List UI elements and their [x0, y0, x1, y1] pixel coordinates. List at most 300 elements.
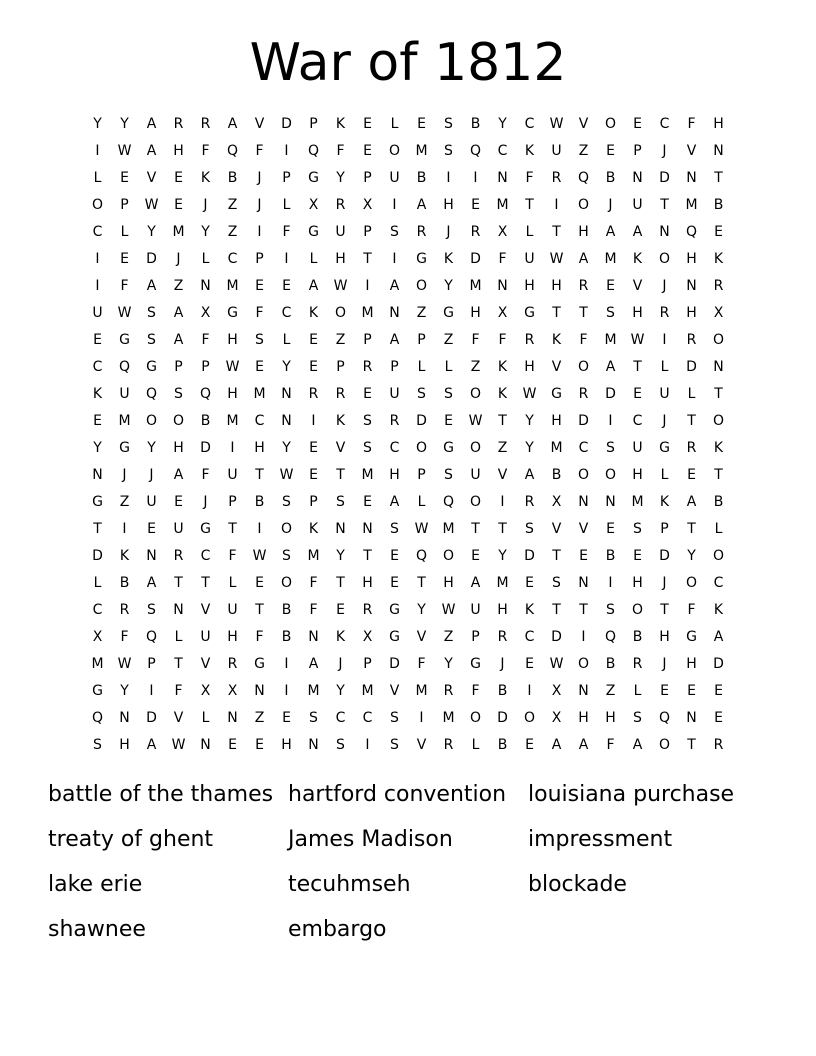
grid-letter: M	[442, 521, 455, 537]
grid-letter: G	[146, 359, 157, 375]
grid-letter: T	[363, 548, 372, 564]
grid-letter: G	[659, 440, 670, 456]
grid-letter: E	[255, 359, 264, 375]
grid-letter: T	[687, 521, 696, 537]
grid-letter: D	[470, 251, 481, 267]
grid-letter: J	[257, 197, 262, 213]
grid-letter: K	[524, 602, 535, 618]
grid-letter: S	[147, 602, 156, 618]
grid-letter: O	[91, 197, 104, 213]
grid-letter: N	[578, 683, 589, 699]
grid-letter: U	[227, 602, 238, 618]
grid-letter: A	[146, 278, 157, 294]
grid-letter: K	[497, 386, 508, 402]
grid-letter: K	[524, 143, 535, 159]
word-search-grid	[84, 111, 732, 759]
grid-letter: T	[714, 467, 723, 483]
grid-letter: A	[146, 737, 157, 753]
grid-letter: H	[632, 575, 643, 591]
grid-letter: X	[551, 710, 562, 726]
grid-letter: T	[633, 359, 642, 375]
grid-letter: Y	[687, 548, 696, 564]
grid-letter: V	[551, 359, 562, 375]
grid-letter: B	[254, 494, 265, 510]
grid-letter: Y	[498, 116, 507, 132]
grid-letter: P	[471, 629, 480, 645]
grid-letter: Y	[147, 224, 156, 240]
grid-letter: A	[524, 467, 535, 483]
grid-letter: N	[389, 305, 400, 321]
grid-letter: N	[254, 683, 265, 699]
grid-letter: F	[174, 683, 183, 699]
grid-letter: S	[390, 521, 399, 537]
grid-letter: O	[388, 143, 401, 159]
grid-letter: N	[578, 575, 589, 591]
grid-letter: V	[146, 170, 157, 186]
grid-letter: P	[390, 359, 399, 375]
grid-letter: T	[579, 602, 588, 618]
grid-letter: S	[606, 440, 615, 456]
grid-letter: S	[552, 575, 561, 591]
grid-letter: R	[200, 116, 211, 132]
grid-letter: L	[228, 575, 237, 591]
grid-letter: A	[389, 278, 400, 294]
grid-letter: I	[257, 224, 262, 240]
grid-letter: H	[632, 305, 643, 321]
grid-letter: F	[255, 629, 264, 645]
grid-letter: R	[686, 332, 697, 348]
grid-letter: E	[525, 737, 534, 753]
grid-letter: D	[524, 548, 535, 564]
grid-letter: A	[389, 494, 400, 510]
grid-letter: W	[225, 359, 240, 375]
grid-letter: O	[712, 548, 725, 564]
grid-letter: F	[687, 116, 696, 132]
grid-letter: W	[441, 602, 456, 618]
grid-letter: R	[632, 656, 643, 672]
grid-letter: U	[200, 629, 211, 645]
grid-letter: E	[444, 413, 453, 429]
grid-letter: G	[308, 170, 319, 186]
grid-letter: R	[443, 683, 454, 699]
grid-letter: M	[685, 197, 698, 213]
grid-letter: O	[658, 737, 671, 753]
grid-letter: H	[119, 737, 130, 753]
grid-letter: C	[389, 440, 400, 456]
grid-letter: X	[200, 305, 211, 321]
grid-letter: G	[92, 494, 103, 510]
grid-letter: C	[578, 440, 589, 456]
grid-letter: E	[687, 467, 696, 483]
grid-letter: Y	[336, 548, 345, 564]
grid-letter: T	[525, 197, 534, 213]
grid-letter: G	[119, 332, 130, 348]
grid-letter: S	[444, 116, 453, 132]
grid-letter: F	[309, 602, 318, 618]
grid-letter: O	[469, 494, 482, 510]
grid-letter: J	[257, 170, 262, 186]
grid-letter: E	[633, 116, 642, 132]
grid-letter: E	[120, 170, 129, 186]
grid-letter: X	[362, 629, 373, 645]
grid-letter: M	[253, 386, 266, 402]
grid-letter: I	[527, 683, 532, 699]
grid-letter: M	[361, 683, 374, 699]
grid-letter: O	[604, 116, 617, 132]
grid-letter: W	[522, 386, 537, 402]
grid-letter: Q	[145, 629, 158, 645]
grid-letter: H	[281, 737, 292, 753]
grid-letter: T	[93, 521, 102, 537]
grid-letter: S	[444, 143, 453, 159]
grid-letter: P	[309, 494, 318, 510]
grid-letter: W	[144, 197, 159, 213]
grid-letter: B	[281, 629, 292, 645]
grid-letter: U	[551, 143, 562, 159]
grid-letter: L	[417, 494, 426, 510]
grid-letter: J	[122, 467, 127, 483]
grid-letter: D	[416, 413, 427, 429]
grid-letter: U	[227, 467, 238, 483]
grid-letter: F	[579, 332, 588, 348]
grid-letter: F	[201, 332, 210, 348]
grid-letter: V	[335, 440, 346, 456]
grid-letter: Y	[282, 359, 291, 375]
grid-letter: L	[201, 251, 210, 267]
grid-letter: O	[631, 602, 644, 618]
grid-letter: S	[390, 737, 399, 753]
grid-letter: H	[632, 467, 643, 483]
grid-letter: O	[577, 656, 590, 672]
grid-letter: O	[577, 197, 590, 213]
grid-letter: R	[416, 224, 427, 240]
grid-letter: C	[200, 548, 211, 564]
grid-letter: I	[608, 413, 613, 429]
grid-letter: O	[523, 710, 536, 726]
word-list-item: louisiana purchase	[528, 782, 735, 807]
grid-letter: P	[363, 656, 372, 672]
grid-letter: R	[173, 116, 184, 132]
grid-letter: O	[442, 548, 455, 564]
grid-letter: S	[525, 521, 534, 537]
grid-letter: D	[578, 413, 589, 429]
grid-letter: P	[363, 224, 372, 240]
grid-letter: E	[309, 359, 318, 375]
grid-letter: R	[335, 197, 346, 213]
grid-letter: N	[227, 710, 238, 726]
grid-letter: F	[228, 548, 237, 564]
grid-letter: Z	[227, 197, 238, 213]
grid-letter: I	[608, 575, 613, 591]
grid-letter: X	[308, 197, 319, 213]
grid-letter: S	[147, 332, 156, 348]
grid-letter: C	[92, 359, 103, 375]
grid-letter: T	[336, 467, 345, 483]
grid-letter: G	[308, 224, 319, 240]
grid-letter: Z	[497, 440, 508, 456]
word-list-item: battle of the thames	[48, 782, 274, 807]
word-list-item: shawnee	[48, 917, 146, 942]
grid-letter: Y	[93, 440, 102, 456]
grid-letter: Y	[444, 656, 453, 672]
grid-letter: G	[200, 521, 211, 537]
grid-letter: M	[631, 494, 644, 510]
grid-letter: I	[95, 278, 100, 294]
grid-letter: W	[414, 521, 429, 537]
grid-letter: B	[281, 602, 292, 618]
grid-letter: E	[93, 332, 102, 348]
word-list-item: blockade	[528, 872, 627, 897]
grid-letter: E	[606, 278, 615, 294]
grid-letter: A	[470, 575, 481, 591]
grid-letter: G	[254, 656, 265, 672]
grid-letter: K	[632, 251, 643, 267]
grid-letter: B	[497, 737, 508, 753]
grid-letter: B	[416, 170, 427, 186]
grid-letter: V	[497, 467, 508, 483]
grid-letter: I	[392, 251, 397, 267]
grid-letter: Q	[199, 386, 212, 402]
grid-letter: K	[713, 602, 724, 618]
grid-letter: H	[605, 710, 616, 726]
grid-letter: J	[149, 467, 154, 483]
grid-letter: A	[605, 359, 616, 375]
grid-letter: R	[389, 413, 400, 429]
grid-letter: T	[579, 305, 588, 321]
grid-letter: N	[713, 359, 724, 375]
grid-letter: O	[172, 413, 185, 429]
grid-letter: B	[713, 494, 724, 510]
grid-letter: H	[443, 197, 454, 213]
grid-letter: J	[608, 197, 613, 213]
grid-letter: T	[687, 737, 696, 753]
grid-letter: T	[552, 602, 561, 618]
grid-letter: E	[363, 494, 372, 510]
grid-letter: X	[497, 224, 508, 240]
grid-letter: M	[496, 197, 509, 213]
grid-letter: O	[334, 305, 347, 321]
grid-letter: B	[605, 170, 616, 186]
grid-letter: A	[578, 251, 589, 267]
grid-letter: L	[93, 170, 102, 186]
grid-letter: Q	[307, 143, 320, 159]
grid-letter: C	[497, 143, 508, 159]
grid-letter: T	[174, 656, 183, 672]
grid-letter: U	[524, 251, 535, 267]
grid-letter: D	[389, 656, 400, 672]
grid-letter: S	[282, 548, 291, 564]
grid-letter: H	[686, 656, 697, 672]
grid-letter: R	[362, 359, 373, 375]
grid-letter: Z	[173, 278, 184, 294]
grid-letter: Y	[201, 224, 210, 240]
grid-letter: W	[117, 656, 132, 672]
grid-letter: X	[362, 197, 373, 213]
grid-letter: V	[173, 710, 184, 726]
grid-letter: C	[659, 116, 670, 132]
grid-letter: J	[662, 575, 667, 591]
grid-letter: B	[470, 116, 481, 132]
grid-letter: N	[578, 494, 589, 510]
grid-letter: G	[416, 251, 427, 267]
grid-letter: V	[416, 737, 427, 753]
grid-letter: Y	[147, 440, 156, 456]
grid-letter: E	[255, 575, 264, 591]
grid-letter: D	[713, 656, 724, 672]
grid-letter: T	[660, 197, 669, 213]
grid-letter: G	[119, 440, 130, 456]
grid-letter: D	[551, 629, 562, 645]
grid-letter: H	[551, 413, 562, 429]
grid-letter: J	[203, 494, 208, 510]
grid-letter: R	[443, 737, 454, 753]
grid-letter: U	[92, 305, 103, 321]
grid-letter: W	[468, 413, 483, 429]
grid-letter: D	[281, 116, 292, 132]
grid-letter: U	[389, 170, 400, 186]
grid-letter: U	[659, 386, 670, 402]
grid-letter: S	[606, 305, 615, 321]
grid-letter: S	[255, 332, 264, 348]
grid-letter: T	[552, 305, 561, 321]
grid-letter: P	[174, 359, 183, 375]
grid-letter: F	[120, 629, 129, 645]
grid-letter: X	[551, 683, 562, 699]
grid-letter: M	[604, 251, 617, 267]
grid-letter: A	[632, 737, 643, 753]
grid-letter: C	[713, 575, 724, 591]
grid-letter: F	[606, 737, 615, 753]
grid-letter: P	[417, 467, 426, 483]
grid-letter: V	[686, 143, 697, 159]
grid-letter: Z	[443, 332, 454, 348]
grid-letter: O	[577, 467, 590, 483]
grid-letter: W	[279, 467, 294, 483]
grid-letter: T	[552, 224, 561, 240]
grid-letter: E	[714, 683, 723, 699]
grid-letter: I	[284, 143, 289, 159]
grid-letter: S	[282, 494, 291, 510]
grid-letter: A	[551, 737, 562, 753]
grid-letter: T	[255, 467, 264, 483]
grid-letter: Z	[416, 305, 427, 321]
grid-letter: E	[525, 656, 534, 672]
grid-letter: V	[551, 521, 562, 537]
grid-letter: Z	[119, 494, 130, 510]
grid-letter: N	[146, 548, 157, 564]
grid-letter: R	[578, 386, 589, 402]
grid-letter: X	[713, 305, 724, 321]
grid-letter: R	[659, 305, 670, 321]
grid-letter: I	[500, 494, 505, 510]
grid-letter: R	[524, 332, 535, 348]
grid-letter: Q	[577, 170, 590, 186]
grid-letter: E	[93, 413, 102, 429]
grid-letter: Z	[470, 359, 481, 375]
grid-letter: P	[363, 170, 372, 186]
grid-letter: A	[308, 278, 319, 294]
grid-letter: I	[446, 170, 451, 186]
grid-letter: P	[201, 359, 210, 375]
grid-letter: K	[713, 251, 724, 267]
grid-letter: F	[282, 224, 291, 240]
grid-letter: B	[227, 170, 238, 186]
grid-letter: X	[227, 683, 238, 699]
grid-letter: Z	[227, 224, 238, 240]
grid-letter: O	[415, 278, 428, 294]
grid-letter: Y	[93, 116, 102, 132]
grid-letter: L	[633, 683, 642, 699]
grid-letter: N	[686, 170, 697, 186]
grid-letter: K	[659, 494, 670, 510]
grid-letter: I	[149, 683, 154, 699]
grid-letter: H	[578, 710, 589, 726]
grid-letter: A	[686, 494, 697, 510]
grid-letter: J	[176, 251, 181, 267]
grid-letter: C	[254, 413, 265, 429]
grid-letter: K	[308, 305, 319, 321]
grid-letter: B	[605, 656, 616, 672]
grid-letter: B	[497, 683, 508, 699]
grid-letter: O	[469, 710, 482, 726]
grid-letter: B	[200, 413, 211, 429]
grid-letter: A	[146, 143, 157, 159]
grid-letter: N	[659, 224, 670, 240]
grid-letter: T	[714, 386, 723, 402]
grid-letter: D	[605, 386, 616, 402]
grid-letter: M	[496, 575, 509, 591]
grid-letter: M	[307, 683, 320, 699]
grid-letter: I	[581, 629, 586, 645]
grid-letter: G	[389, 629, 400, 645]
grid-letter: S	[633, 710, 642, 726]
grid-letter: W	[117, 305, 132, 321]
grid-letter: D	[200, 440, 211, 456]
grid-letter: E	[282, 278, 291, 294]
grid-letter: Z	[335, 332, 346, 348]
grid-letter: N	[173, 602, 184, 618]
grid-letter: E	[417, 116, 426, 132]
grid-letter: Q	[415, 548, 428, 564]
word-list-item: lake erie	[48, 872, 143, 897]
grid-letter: I	[284, 683, 289, 699]
grid-letter: S	[633, 521, 642, 537]
grid-letter: O	[280, 521, 293, 537]
grid-letter: K	[308, 521, 319, 537]
grid-letter: R	[524, 494, 535, 510]
grid-letter: I	[392, 197, 397, 213]
grid-letter: M	[361, 305, 374, 321]
grid-letter: N	[200, 278, 211, 294]
grid-letter: W	[171, 737, 186, 753]
grid-letter: E	[282, 710, 291, 726]
grid-letter: Y	[336, 170, 345, 186]
grid-letter: G	[470, 656, 481, 672]
grid-letter: T	[687, 413, 696, 429]
grid-letter: G	[524, 305, 535, 321]
grid-letter: M	[415, 683, 428, 699]
grid-letter: S	[147, 305, 156, 321]
grid-letter: E	[390, 548, 399, 564]
grid-letter: G	[443, 305, 454, 321]
grid-letter: E	[687, 683, 696, 699]
grid-letter: H	[335, 251, 346, 267]
grid-letter: J	[500, 656, 505, 672]
grid-letter: H	[470, 305, 481, 321]
grid-letter: C	[362, 710, 373, 726]
grid-letter: K	[335, 116, 346, 132]
grid-letter: W	[252, 548, 267, 564]
